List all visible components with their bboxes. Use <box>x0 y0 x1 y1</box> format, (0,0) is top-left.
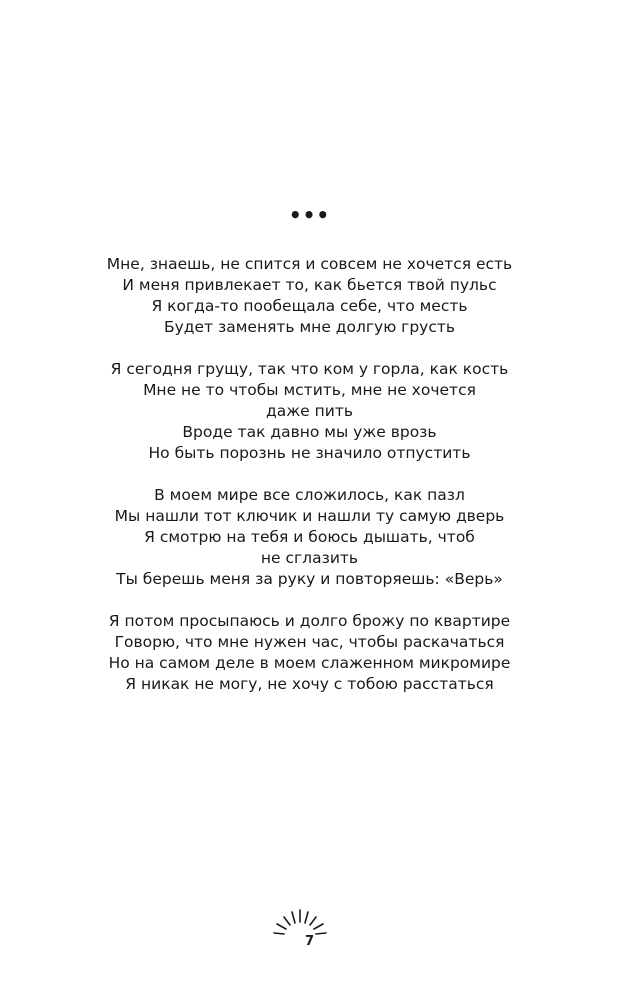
page-number: 7 <box>304 934 315 949</box>
poem-line: Я когда-то пообещала себе, что месть <box>151 297 468 315</box>
section-separator: ••• <box>288 203 331 227</box>
poem-line: Вроде так давно мы уже врозь <box>182 423 437 441</box>
poem-line: Я сегодня грущу, так что ком у горла, как кость <box>110 360 509 378</box>
poem-line: Я потом просыпаюсь и долго брожу по квартире <box>108 612 511 630</box>
poem <box>0 254 619 716</box>
poem-line: Мне не то чтобы мстить, мне не хочется <box>143 381 476 399</box>
poem-line: не сглазить <box>260 549 359 567</box>
poem-line: Я никак не могу, не хочу с тобою расстаться <box>125 675 494 693</box>
page-footer <box>0 908 619 968</box>
poem-line: Ты берешь меня за руку и повторяешь: «Верь» <box>116 570 503 588</box>
poem-line: Но быть порознь не значило отпустить <box>148 444 471 462</box>
stanza-4 <box>0 611 619 695</box>
poem-line: В моем мире все сложилось, как пазл <box>154 486 465 504</box>
stanza-1 <box>0 254 619 338</box>
poem-line: Мне, знаешь, не спится и совсем не хочется есть <box>106 255 513 273</box>
poem-line: даже пить <box>265 402 353 420</box>
stanza-2 <box>0 359 619 464</box>
poem-line: Мы нашли тот ключик и нашли ту самую дверь <box>114 507 505 525</box>
poem-line: Говорю, что мне нужен час, чтобы раскачаться <box>114 633 505 651</box>
poem-line: Но на самом деле в моем слаженном микромире <box>108 654 511 672</box>
stanza-3 <box>0 485 619 590</box>
poem-line: Я смотрю на тебя и боюсь дышать, чтоб <box>144 528 475 546</box>
poem-line: Будет заменять мне долгую грусть <box>163 318 456 336</box>
poem-line: И меня привлекает то, как бьется твой пульс <box>122 276 497 294</box>
